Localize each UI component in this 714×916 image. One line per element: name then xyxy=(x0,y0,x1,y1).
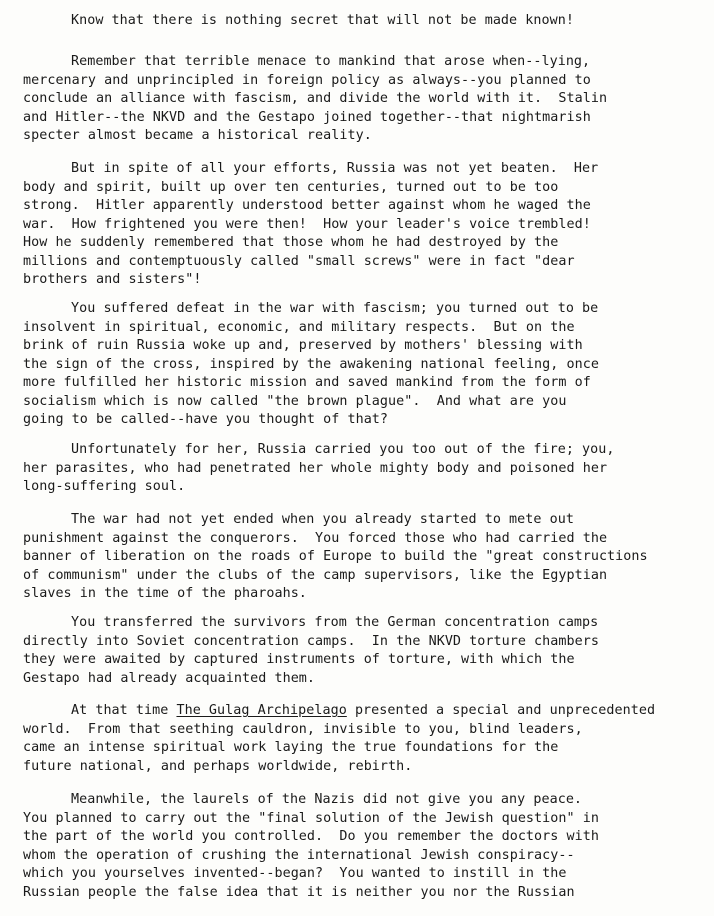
text-line: long-suffering soul. xyxy=(23,479,186,494)
text-line: You planned to carry out the "final solution of the Jewish question" in xyxy=(23,810,599,826)
text-line: banner of liberation on the roads of Europe to build the "great constructions xyxy=(23,549,648,564)
text-line: specter almost became a historical reality. xyxy=(23,128,372,143)
paragraph-2 xyxy=(23,53,713,146)
text-line: world. From that seething cauldron, invisible to you, blind leaders, xyxy=(23,721,583,737)
text-line: Know that there is nothing secret that will not be made known! xyxy=(71,13,574,28)
text-line: How he suddenly remembered that those whom he had destroyed by the xyxy=(23,235,559,250)
text-line: slaves in the time of the pharoahs. xyxy=(23,586,307,601)
book-title: The Gulag Archipelago xyxy=(176,703,347,718)
text-segment: At that time xyxy=(71,703,177,718)
text-line: Remember that terrible menace to mankind that arose when--lying, xyxy=(71,54,591,69)
text-line: Russian people the false idea that it is neither you nor the Russian xyxy=(23,884,575,900)
text-line: Meanwhile, the laurels of the Nazis did not give you any peace. xyxy=(71,792,583,807)
text-line: war. How frightened you were then! How your leader's voice trembled! xyxy=(23,216,591,232)
text-line: You transferred the survivors from the German concentration camps xyxy=(71,615,599,630)
paragraph-5 xyxy=(23,441,713,497)
text-line: socialism which is now called "the brown plague". And what are you xyxy=(23,393,567,409)
text-line: they were awaited by captured instruments of torture, with which the xyxy=(23,652,575,667)
text-line: punishment against the conquerors. You forced those who had carried the xyxy=(23,530,608,546)
paragraph-9 xyxy=(23,791,713,902)
text-line: You suffered defeat in the war with fascism; you turned out to be xyxy=(71,301,599,316)
text-line: brothers and sisters"! xyxy=(23,272,202,287)
paragraph-3 xyxy=(23,160,713,290)
paragraph-7 xyxy=(23,614,713,688)
text-line: and Hitler--the NKVD and the Gestapo joined together--that nightmarish xyxy=(23,109,591,125)
text-line: the part of the world you controlled. Do you remember the doctors with xyxy=(23,829,599,844)
text-line: But in spite of all your efforts, Russia was not yet beaten. Her xyxy=(71,161,599,176)
text-line: insolvent in spiritual, economic, and military respects. But on the xyxy=(23,319,575,335)
paragraph-4 xyxy=(23,300,713,430)
text-line: whom the operation of crushing the international Jewish conspiracy-- xyxy=(23,847,575,863)
text-line: millions and contemptuously called "small screws" were in fact "dear xyxy=(23,253,575,269)
text-line: future national, and perhaps worldwide, rebirth. xyxy=(23,758,413,774)
text-line: her parasites, who had penetrated her whole mighty body and poisoned her xyxy=(23,460,608,476)
text-line: Gestapo had already acquainted them. xyxy=(23,670,316,686)
text-line: the sign of the cross, inspired by the awakening national feeling, once xyxy=(23,356,599,372)
text-line: strong. Hitler apparently understood better against whom he waged the xyxy=(23,198,591,213)
text-line: Unfortunately for her, Russia carried you too out of the fire; you, xyxy=(71,442,615,457)
text-line: came an intense spiritual work laying the true foundations for the xyxy=(23,740,559,755)
text-line xyxy=(23,702,713,721)
text-line: body and spirit, built up over ten centuries, turned out to be too xyxy=(23,179,559,195)
text-line: brink of ruin Russia woke up and, preserved by mothers' blessing with xyxy=(23,338,583,353)
text-line: going to be called--have you thought of that? xyxy=(23,412,389,427)
text-line: which you yourselves invented--began? You wanted to instill in the xyxy=(23,866,567,881)
paragraph-6 xyxy=(23,511,713,604)
paragraph-8 xyxy=(23,702,713,776)
text-segment: presented a special and unprecedented xyxy=(346,703,656,718)
text-line: directly into Soviet concentration camps. In the NKVD torture chambers xyxy=(23,633,599,649)
paragraph-1 xyxy=(23,12,713,31)
text-line: of communism" under the clubs of the camp supervisors, like the Egyptian xyxy=(23,567,608,583)
text-line: mercenary and unprincipled in foreign policy as always--you planned to xyxy=(23,72,591,88)
text-line: The war had not yet ended when you already started to mete out xyxy=(71,512,574,527)
text-line: conclude an alliance with fascism, and divide the world with it. Stalin xyxy=(23,91,608,106)
text-line: more fulfilled her historic mission and saved mankind from the form of xyxy=(23,375,591,390)
